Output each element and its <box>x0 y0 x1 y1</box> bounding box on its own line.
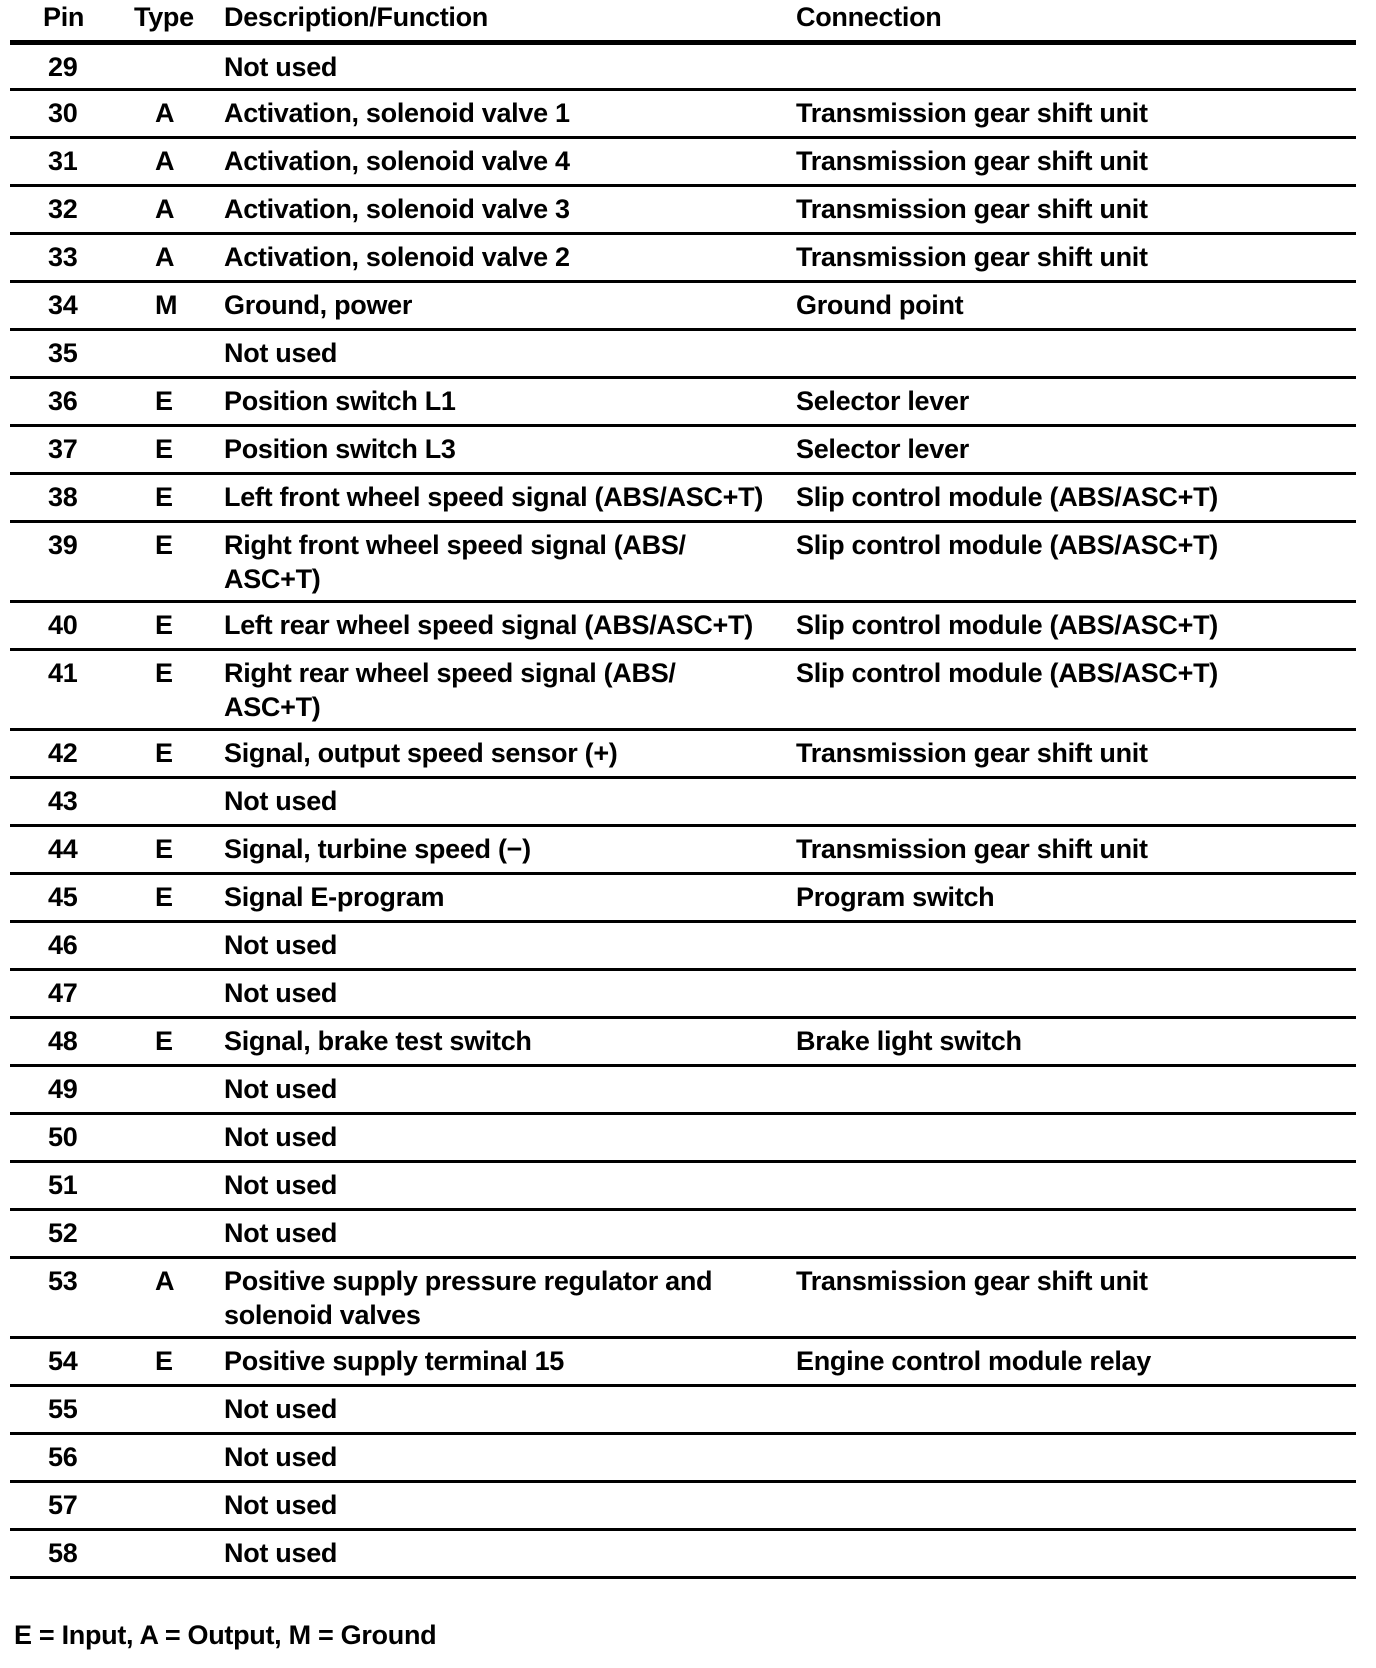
table-row <box>10 875 1356 923</box>
pin-cell: 44 <box>48 834 78 864</box>
description-cell: Signal, output speed sensor (+) <box>224 738 618 768</box>
pin-cell: 58 <box>48 1538 78 1568</box>
connection-cell: Selector lever <box>796 434 969 464</box>
pin-cell: 34 <box>48 290 78 320</box>
pin-cell: 45 <box>48 882 78 912</box>
connection-cell: Transmission gear shift unit <box>796 1266 1148 1296</box>
type-cell: A <box>155 146 175 176</box>
pin-cell: 32 <box>48 194 78 224</box>
description-cell: Right rear wheel speed signal (ABS/ ASC+T) <box>224 658 676 722</box>
description-cell: Position switch L3 <box>224 434 456 464</box>
table-row <box>10 475 1356 523</box>
table-row <box>10 91 1356 139</box>
description-cell: Not used <box>224 52 338 82</box>
description-cell: Not used <box>224 1394 338 1424</box>
table-row <box>10 1531 1356 1579</box>
description-cell: Right front wheel speed signal (ABS/ ASC+T) <box>224 530 686 594</box>
description-cell: Signal E-program <box>224 882 445 912</box>
type-cell: A <box>155 1266 175 1296</box>
description-cell: Not used <box>224 1218 338 1248</box>
table-row <box>10 187 1356 235</box>
type-cell: E <box>155 482 173 512</box>
pin-cell: 57 <box>48 1490 78 1520</box>
pin-cell: 54 <box>48 1346 78 1376</box>
table-row <box>10 1115 1356 1163</box>
type-cell: E <box>155 434 173 464</box>
table-row <box>10 1483 1356 1531</box>
table-row <box>10 731 1356 779</box>
description-cell: Not used <box>224 1074 338 1104</box>
pin-cell: 41 <box>48 658 78 688</box>
pin-cell: 51 <box>48 1170 78 1200</box>
type-cell: E <box>155 1346 173 1376</box>
pin-cell: 30 <box>48 98 78 128</box>
connection-cell: Transmission gear shift unit <box>796 834 1148 864</box>
table-row <box>10 1259 1356 1339</box>
description-cell: Not used <box>224 1122 338 1152</box>
connection-cell: Transmission gear shift unit <box>796 194 1148 224</box>
table-row <box>10 971 1356 1019</box>
description-cell: Signal, brake test switch <box>224 1026 532 1056</box>
table-row <box>10 923 1356 971</box>
type-cell: E <box>155 738 173 768</box>
type-cell: E <box>155 530 173 560</box>
pin-cell: 33 <box>48 242 78 272</box>
type-cell: M <box>155 290 178 320</box>
description-cell: Activation, solenoid valve 4 <box>224 146 570 176</box>
pin-cell: 43 <box>48 786 78 816</box>
table-row <box>10 523 1356 603</box>
pin-cell: 39 <box>48 530 78 560</box>
description-cell: Not used <box>224 338 338 368</box>
table-row <box>10 235 1356 283</box>
table-row <box>10 603 1356 651</box>
pin-cell: 55 <box>48 1394 78 1424</box>
pin-cell: 36 <box>48 386 78 416</box>
pin-cell: 31 <box>48 146 78 176</box>
table-header <box>10 0 1356 45</box>
table-row <box>10 331 1356 379</box>
type-cell: E <box>155 882 173 912</box>
description-cell: Left front wheel speed signal (ABS/ASC+T) <box>224 482 764 512</box>
description-cell: Left rear wheel speed signal (ABS/ASC+T) <box>224 610 753 640</box>
description-cell: Not used <box>224 1170 338 1200</box>
description-cell: Signal, turbine speed (−) <box>224 834 531 864</box>
connection-cell: Slip control module (ABS/ASC+T) <box>796 658 1218 688</box>
connection-cell: Brake light switch <box>796 1026 1022 1056</box>
type-cell: A <box>155 242 175 272</box>
pin-cell: 52 <box>48 1218 78 1248</box>
table-row <box>10 1339 1356 1387</box>
connection-cell: Transmission gear shift unit <box>796 738 1148 768</box>
description-cell: Position switch L1 <box>224 386 456 416</box>
table-row <box>10 1019 1356 1067</box>
table-row <box>10 1163 1356 1211</box>
description-cell: Positive supply pressure regulator and solenoid valves <box>224 1266 713 1330</box>
connection-cell: Slip control module (ABS/ASC+T) <box>796 610 1218 640</box>
pin-cell: 38 <box>48 482 78 512</box>
type-cell: A <box>155 98 175 128</box>
description-cell: Not used <box>224 930 338 960</box>
pin-cell: 29 <box>48 52 78 82</box>
table-row <box>10 379 1356 427</box>
type-cell: E <box>155 386 173 416</box>
connection-cell: Transmission gear shift unit <box>796 98 1148 128</box>
type-cell: E <box>155 1026 173 1056</box>
description-cell: Positive supply terminal 15 <box>224 1346 565 1376</box>
description-cell: Activation, solenoid valve 1 <box>224 98 570 128</box>
table-row <box>10 283 1356 331</box>
type-cell: E <box>155 658 173 688</box>
table-row <box>10 1435 1356 1483</box>
table-row <box>10 1387 1356 1435</box>
pin-assignment-table <box>10 0 1356 1579</box>
pin-cell: 53 <box>48 1266 78 1296</box>
table-row <box>10 139 1356 187</box>
table-row <box>10 779 1356 827</box>
header-connection: Connection <box>796 2 942 32</box>
type-cell: E <box>155 834 173 864</box>
pin-cell: 37 <box>48 434 78 464</box>
header-description: Description/Function <box>224 2 489 32</box>
pin-cell: 35 <box>48 338 78 368</box>
pin-cell: 42 <box>48 738 78 768</box>
connection-cell: Transmission gear shift unit <box>796 242 1148 272</box>
description-cell: Not used <box>224 1442 338 1472</box>
description-cell: Not used <box>224 786 338 816</box>
pin-cell: 49 <box>48 1074 78 1104</box>
table-body <box>10 45 1356 1579</box>
pin-cell: 50 <box>48 1122 78 1152</box>
table-row <box>10 827 1356 875</box>
description-cell: Ground, power <box>224 290 413 320</box>
table-row <box>10 651 1356 731</box>
pin-cell: 48 <box>48 1026 78 1056</box>
legend-footnote: E = Input, A = Output, M = Ground <box>14 1620 437 1650</box>
connection-cell: Engine control module relay <box>796 1346 1151 1376</box>
table-row <box>10 1211 1356 1259</box>
table-row <box>10 1067 1356 1115</box>
description-cell: Activation, solenoid valve 2 <box>224 242 570 272</box>
connection-cell: Slip control module (ABS/ASC+T) <box>796 482 1218 512</box>
connection-cell: Ground point <box>796 290 964 320</box>
pin-cell: 56 <box>48 1442 78 1472</box>
connection-cell: Transmission gear shift unit <box>796 146 1148 176</box>
pin-cell: 47 <box>48 978 78 1008</box>
connection-cell: Slip control module (ABS/ASC+T) <box>796 530 1218 560</box>
type-cell: A <box>155 194 175 224</box>
table-row <box>10 45 1356 91</box>
description-cell: Not used <box>224 1490 338 1520</box>
description-cell: Activation, solenoid valve 3 <box>224 194 570 224</box>
table-row <box>10 427 1356 475</box>
description-cell: Not used <box>224 978 338 1008</box>
header-pin: Pin <box>43 2 85 32</box>
description-cell: Not used <box>224 1538 338 1568</box>
connection-cell: Program switch <box>796 882 995 912</box>
connection-cell: Selector lever <box>796 386 969 416</box>
pin-cell: 46 <box>48 930 78 960</box>
pin-cell: 40 <box>48 610 78 640</box>
header-type: Type <box>134 2 194 32</box>
type-cell: E <box>155 610 173 640</box>
